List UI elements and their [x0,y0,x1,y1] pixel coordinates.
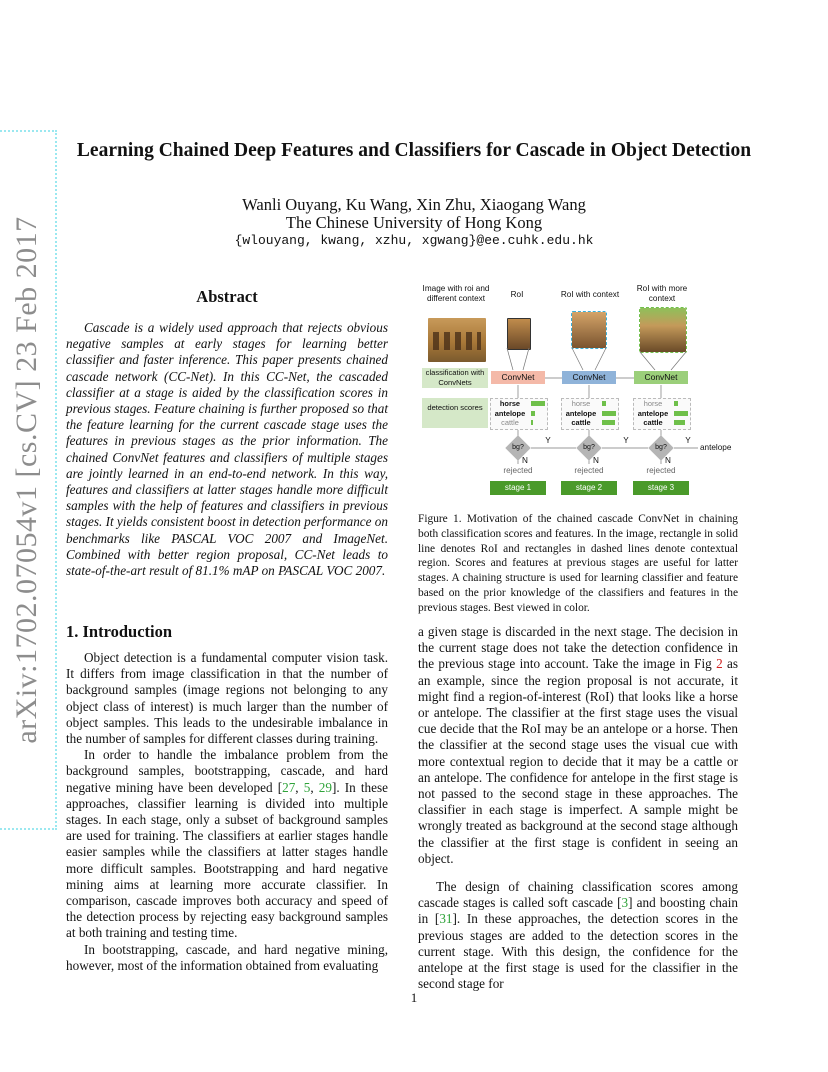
stage-badge: stage 1 [490,481,546,495]
figure-ref-link[interactable]: 2 [716,656,723,672]
intro-p2-text-b: ]. In these approaches, classifier learning is divided into multiple stages. In each stage, only a subset of background samples are used for training. The classifiers at earlier stages handle easier samples while the classifiers at latter stages handle more difficult samples. Bootstrapping and hard negative mining aims at learning more accurate classifier. In comparison, cascade improves both accuracy and speed of the detection process by rejecting easy background samples at both training and testing time. [66,779,388,941]
citation-link[interactable]: 3 [621,895,629,911]
right-p1-text-a: a given stage is discarded in the next stage. The decision in the current stage does not take the detection confidence in the previous stage into account. Take the image in Fig [418,624,738,672]
figure-col-header: RoI with context [560,290,620,299]
citation-link[interactable]: 31 [439,911,453,927]
abstract-heading: Abstract [196,287,258,306]
intro-paragraph-1: Object detection is a fundamental computer vision task. It differs from image classification in that the number of background samples (image regions not belonging to any object class of interest) is much larger than the number of object samples. This leads to the undesirable imbalance in the number of samples for different classes during training. [66,650,388,747]
affiliation: The Chinese University of Hong Kong [285,213,543,232]
stage-badge: stage 3 [633,481,689,495]
figure-col-header: Image with roi and different context [422,284,490,303]
figure-col-header: RoI with more context [636,284,688,303]
yes-label: Y [623,436,629,445]
score-bar [531,401,545,406]
score-box-stage-2 [561,398,619,430]
score-box-stage-3 [633,398,691,430]
score-bar [602,411,616,416]
row-label-classification: classification with ConvNets [425,368,485,387]
score-bar [531,411,535,416]
row-label-box [422,368,488,388]
paper-title: Learning Chained Deep Features and Classifiers for Cascade in Object Detection [76,140,752,161]
page-number: 1 [410,990,418,1005]
no-label: N [522,456,528,465]
figure-connectors [418,284,740,496]
score-label: antelope [637,408,669,418]
figure-col-header: RoI [510,290,524,299]
score-label: horse [643,399,663,408]
score-label: horse [499,399,521,408]
score-bar [674,411,688,416]
right-p2-text-a: The design of chaining classification scores among cascade stages is called soft cascade [ [418,879,738,911]
bg-question: bg? [512,444,524,451]
right-paragraph-2 [418,879,738,992]
convnet-stage-3: ConvNet [634,371,688,384]
row-label-box [422,398,488,428]
figure-1 [418,284,740,496]
score-bar [531,420,533,425]
arxiv-stamp: arXiv:1702.07054v1 [cs.CV] 23 Feb 2017 [0,130,57,830]
bg-question: bg? [655,444,667,451]
final-label: antelope [700,443,732,452]
yes-label: Y [545,436,551,445]
no-label: N [665,456,671,465]
score-label: cattle [643,418,663,427]
authors: Wanli Ouyang, Ku Wang, Xin Zhu, Xiaogang Wang [242,195,586,214]
citation-link[interactable]: 29 [318,779,332,795]
rejected-label: rejected [574,466,604,475]
intro-p2-text-a: In order to handle the imbalance problem from the background samples, bootstrapping, cascade, and hard negative mining have been developed [ [66,747,388,795]
score-bar [602,420,615,425]
score-bar [674,401,678,406]
yes-label: Y [685,436,691,445]
abstract-text: Cascade is a widely used approach that rejects obvious negative samples at early stages for learning better classifier and faster inference. This paper presents chained cascade network (CC-Net). In this CC-Net, the cascaded classifier at a stage is aided by the classification scores in previous stages. Feature chaining is further proposed so that the feature learning for the current cascade stage uses the features in previous stages as the prior information. The chained ConvNet features and classifiers of multiple stages are jointly learned in an end-to-end network. In this way, features and classifiers at latter stages handle more difficult samples with the help of features and classifiers in previous stages. It yields consistent boost in detection performance on benchmarks like PASCAL VOC 2007 and ImageNet. Combined with better region proposal, CC-Net leads to state-of-the-art result of 81.1% mAP on PASCAL VOC 2007. [66,320,388,579]
convnet-stage-1: ConvNet [491,371,545,384]
score-bar [674,420,685,425]
score-label: cattle [501,418,519,427]
row-label-detection-scores: detection scores [427,403,483,412]
intro-paragraph-3: In bootstrapping, cascade, and hard negative mining, however, most of the information obtained from evaluating [66,941,388,973]
right-p1-text-b: as an example, since the region proposal is not accurate, it might find a region-of-interest (RoI) that looks like a horse or antelope. The classifier at the first stage uses the visual cue decide that the RoI may be an antelope or a horse. Then the classifier at the second stage uses the visual cue with more contextual region to decide that it may be a cattle or an antelope. The confidence for antelope in the first stage is not passed to the second stage in these approaches. The classifier in each stage is imperfect. A sample might be wrongly treated as background at the second stage although the classifier at the first stage is confident in seeing an object. [418,656,738,866]
convnet-stage-2: ConvNet [562,371,616,384]
author-emails: {wlouyang, kwang, xzhu, xgwang}@ee.cuhk.edu.hk [234,233,594,248]
score-label: horse [571,399,591,408]
citation-link[interactable]: 27 [282,779,296,795]
introduction-right-column [418,624,738,992]
intro-paragraph-2: In order to handle the imbalance problem from the background samples, bootstrapping, cascade, and hard negative mining have been developed [27, 5, 29]. In these approaches, classifier learning is divided into multiple stages. In each stage, only a subset of background samples are used for training. The classifiers at earlier stages handle easier samples while the classifiers at latter stages handle more difficult samples. Bootstrapping and hard negative mining aims at learning more accurate classifier. In comparison, cascade improves both accuracy and speed of the detection process by rejecting easy background samples at both training and testing time. [66,747,388,941]
citation-link[interactable]: 5 [303,779,311,795]
score-box-stage-1 [490,398,548,430]
right-p2-text-b: ] and boosting chain in [ [418,895,738,927]
stage-badge: stage 2 [561,481,617,495]
rejected-label: rejected [503,466,533,475]
score-label: antelope [565,408,597,418]
introduction-heading: 1. Introduction [66,622,173,641]
right-p2-text-c: ]. In these approaches, the detection scores in the previous stages are added to the detection scores in the current stage. With this design, the confidence for the antelope at the first stage is used for the classifier in the second stage for [418,911,738,992]
right-paragraph-1 [418,624,738,867]
score-bar [602,401,606,406]
no-label: N [593,456,599,465]
score-label: cattle [571,418,591,427]
bg-question: bg? [583,444,595,451]
rejected-label: rejected [646,466,676,475]
figure-1-caption: Figure 1. Motivation of the chained cascade ConvNet in chaining both classification scores and features. In the image, rectangle in solid line denotes RoI and rectangles in dashed lines denote contextual region. Scores and features at previous stages are useful for latter stages. A chaining structure is used for learning classifier and feature based on the prior knowledge of the classifiers and features in the previous stages. Best viewed in color. [418,513,738,614]
score-label: antelope [494,408,526,418]
introduction-left-column [66,650,388,974]
